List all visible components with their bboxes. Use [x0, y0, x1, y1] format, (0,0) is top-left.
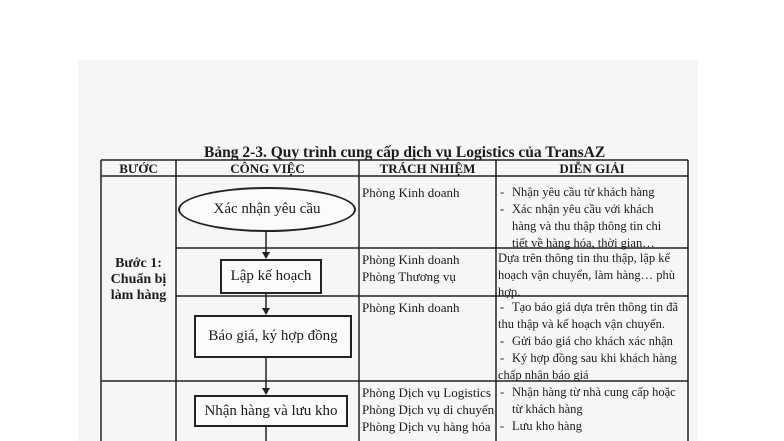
expl-row-1-cont-1: hàng và thu thập thông tin chi: [512, 219, 662, 233]
step-1-label: [101, 256, 176, 304]
expl-row-2-line-1: Dựa trên thông tin thu thập, lập kế: [498, 251, 671, 265]
task-quote-contract: Báo giá, ký hợp đồng: [194, 315, 352, 358]
step-1-line-1: Bước 1:: [115, 256, 162, 271]
header-step: BƯỚC: [119, 161, 158, 176]
resp-row-4-item-3: Phòng Dịch vụ hàng hóa: [362, 419, 491, 434]
resp-row-4-item-1: Phòng Dịch vụ Logistics: [362, 385, 491, 400]
expl-row-2-line-2: hoạch vận chuyển, làm hàng… phù: [498, 268, 676, 282]
task-receive-store: Nhận hàng và lưu kho: [194, 395, 348, 427]
expl-row-4: [498, 384, 686, 435]
expl-row-1: [498, 184, 686, 252]
resp-row-3-item: Phòng Kinh doanh: [362, 300, 460, 315]
resp-row-1-item: Phòng Kinh doanh: [362, 185, 460, 200]
expl-row-3-bullet-1: - Tạo báo giá dựa trên thông tin đã: [498, 299, 686, 316]
expl-row-3-cont-2: chấp nhận báo giá: [498, 368, 589, 382]
expl-row-4-bullet-1: - Nhận hàng từ nhà cung cấp hoặc: [498, 384, 686, 401]
expl-row-4-cont-1: từ khách hàng: [512, 402, 583, 416]
header-responsibility: TRÁCH NHIỆM: [379, 161, 476, 176]
resp-row-4-item-2: Phòng Dịch vụ di chuyển: [362, 402, 495, 417]
expl-row-3: [498, 299, 686, 384]
resp-row-4: [362, 384, 494, 435]
expl-row-1-bullet-1: - Nhận yêu cầu từ khách hàng: [498, 184, 686, 201]
step-1-line-3: làm hàng: [110, 288, 167, 303]
expl-row-2-line-3: hợp.: [498, 285, 521, 299]
resp-row-2-item-1: Phòng Kinh doanh: [362, 252, 460, 267]
resp-row-2-item-2: Phòng Thương vụ: [362, 269, 456, 284]
expl-row-4-bullet-2: - Lưu kho hàng: [498, 418, 686, 435]
step-1-line-2: Chuẩn bị: [110, 272, 167, 287]
resp-row-1: [362, 184, 494, 201]
expl-row-1-cont-2: tiết về hàng hóa, thời gian…: [512, 236, 655, 250]
expl-row-3-bullet-2: - Gửi báo giá cho khách xác nhận: [498, 333, 686, 350]
resp-row-3: [362, 299, 494, 316]
task-planning: Lập kế hoạch: [220, 259, 322, 294]
expl-row-3-cont-1: thu thập và kế hoạch vận chuyển.: [498, 317, 665, 331]
header-explanation: DIỄN GIẢI: [559, 161, 625, 176]
table-caption: Bảng 2-3. Quy trình cung cấp dịch vụ Logistics của TransAZ: [204, 144, 606, 161]
expl-row-2: [498, 250, 686, 301]
resp-row-2: [362, 251, 494, 285]
header-work: CÔNG VIỆC: [230, 161, 305, 176]
expl-row-1-bullet-2: - Xác nhận yêu cầu với khách: [498, 201, 686, 218]
expl-row-3-bullet-3: - Ký hợp đồng sau khi khách hàng: [498, 350, 686, 367]
task-confirm-request: Xác nhận yêu cầu: [178, 187, 356, 232]
